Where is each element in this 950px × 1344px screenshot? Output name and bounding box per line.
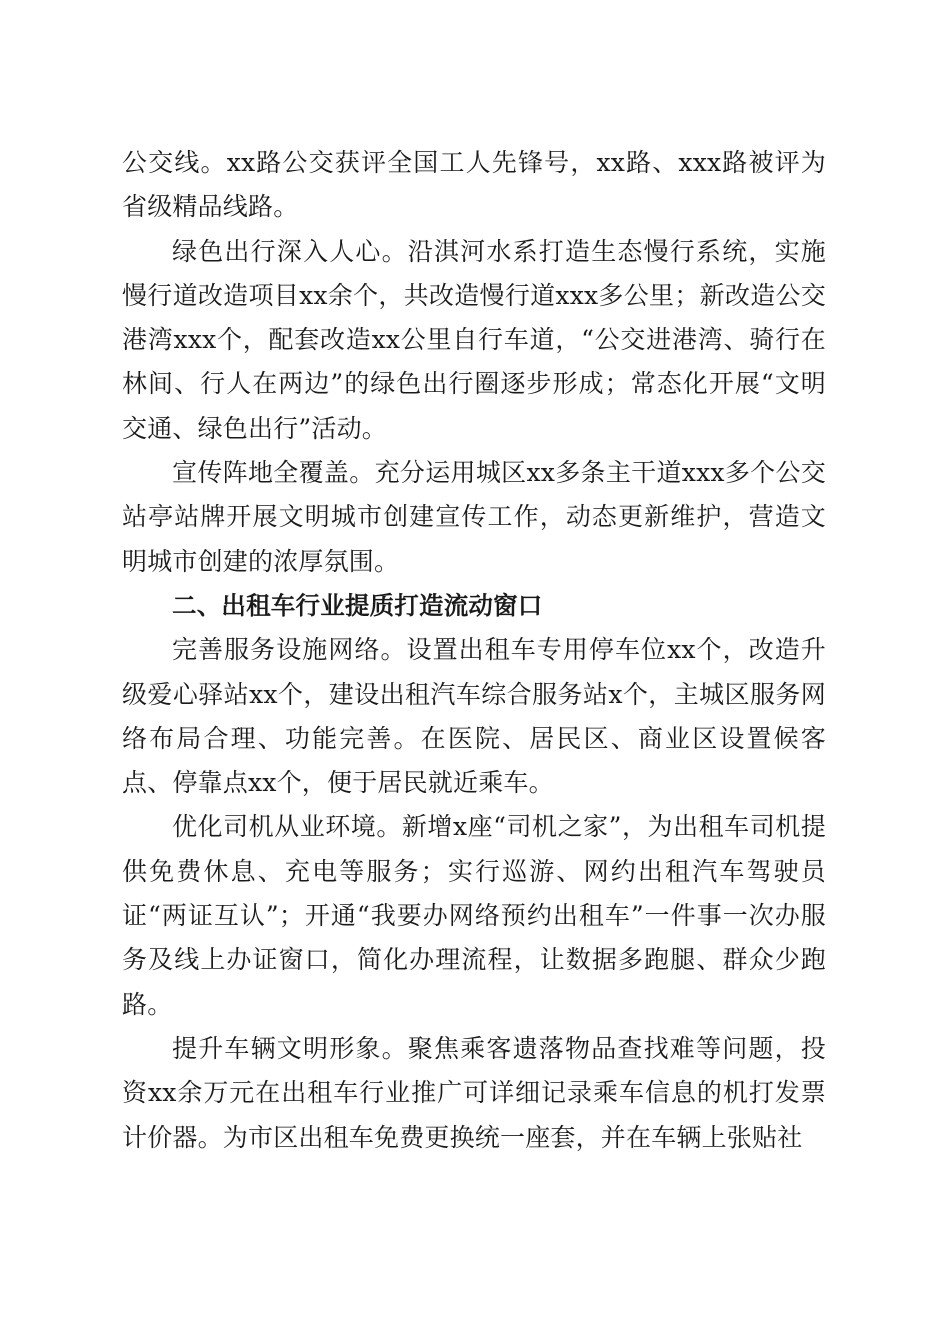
paragraph-driver-environment: 优化司机从业环境。新增x座“司机之家”，为出租车司机提供免费休息、充电等服务；实行巡游、网约出租汽车驾驶员证“两证互认”；开通“我要办网络预约出租车”一件事一次办服务及线上办证窗口，简化办理流程，让数据多跑腿、群众少跑路。 <box>122 812 826 1019</box>
paragraph-publicity-coverage: 宣传阵地全覆盖。充分运用城区xx多条主干道xxx多个公交站亭站牌开展文明城市创建宣传工作，动态更新维护，营造文明城市创建的浓厚氛围。 <box>122 458 826 576</box>
paragraph-bus-line-awards: 公交线。xx路公交获评全国工人先锋号，xx路、xxx路被评为省级精品线路。 <box>122 148 826 222</box>
section-heading-taxi: 二、出租车行业提质打造流动窗口 <box>172 590 543 620</box>
document-body <box>122 141 826 1160</box>
paragraph-vehicle-image: 提升车辆文明形象。聚焦乘客遗落物品查找难等问题，投资xx余万元在出租车行业推广可详细记录乘车信息的机打发票计价器。为市区出租车免费更换统一座套，并在车辆上张贴社 <box>122 1033 826 1152</box>
paragraph-service-facilities: 完善服务设施网络。设置出租车专用停车位xx个，改造升级爱心驿站xx个，建设出租汽车综合服务站x个，主城区服务网络布局合理、功能完善。在医院、居民区、商业区设置候客点、停靠点xx个，便于居民就近乘车。 <box>122 635 826 798</box>
paragraph-green-travel: 绿色出行深入人心。沿淇河水系打造生态慢行系统，实施慢行道改造项目xx余个，共改造慢行道xxx多公里；新改造公交港湾xxx个，配套改造xx公里自行车道，“公交进港湾、骑行在林间、行人在两边”的绿色出行圈逐步形成；常态化开展“文明交通、绿色出行”活动。 <box>122 236 826 443</box>
